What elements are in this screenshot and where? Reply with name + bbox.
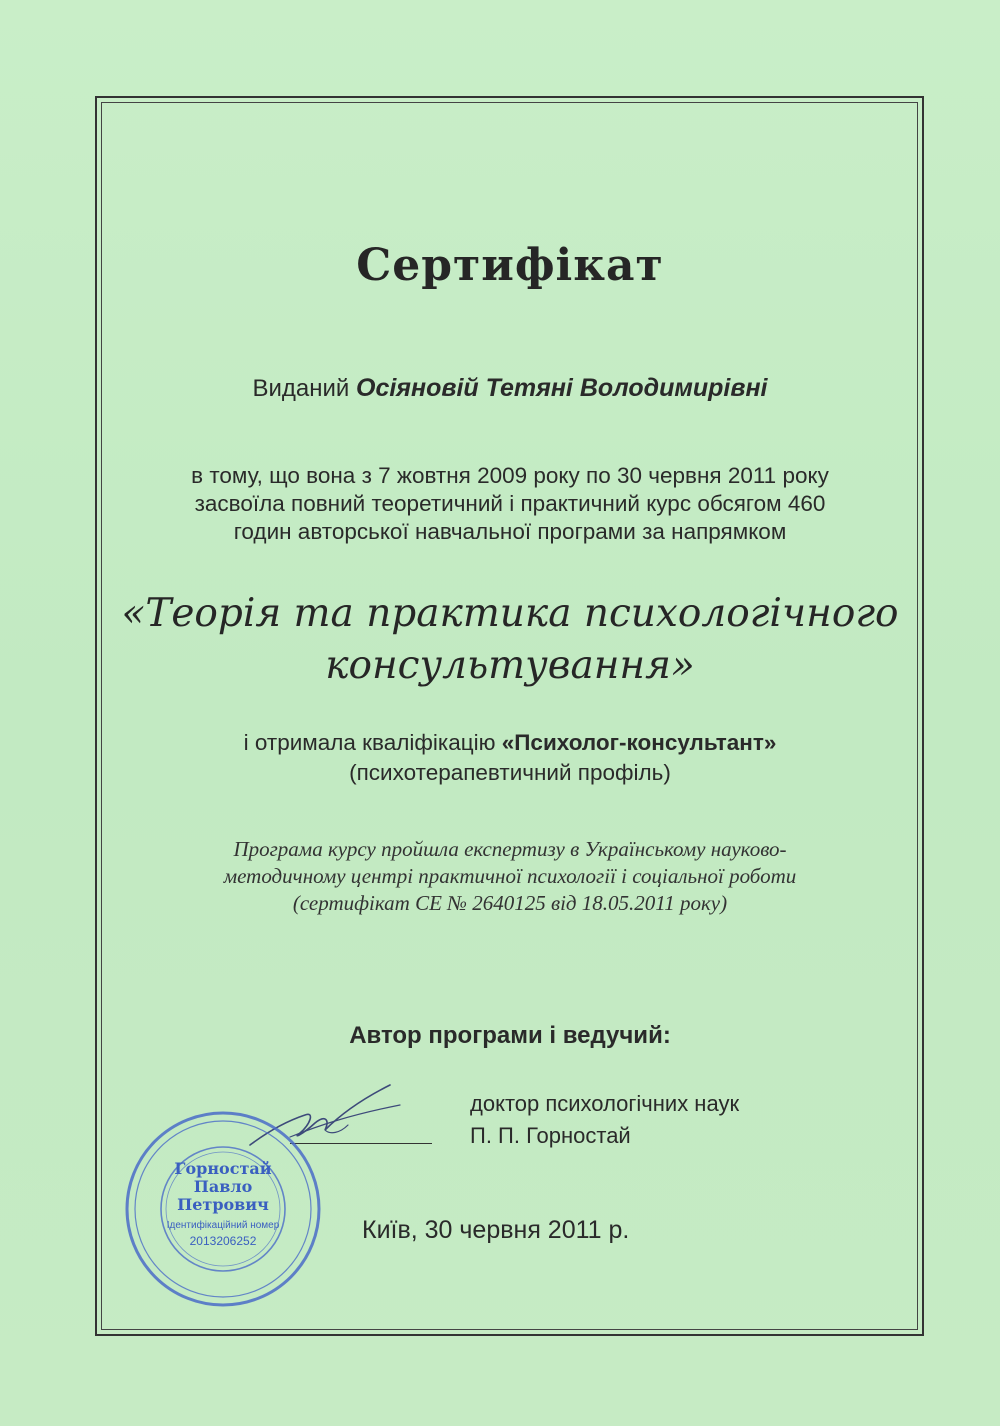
- qualification-prefix: і отримала кваліфікацію: [243, 730, 496, 755]
- qualification-name: «Психолог-консультант»: [501, 730, 777, 755]
- program-title-line: «Теорія та практика психологічного: [121, 591, 899, 636]
- course-description-line: в тому, що вона з 7 жовтня 2009 року по 30 червня 2011 року: [191, 463, 829, 488]
- signer-name: П. П. Горностай: [470, 1123, 631, 1148]
- expertise-line: методичному центрі практичної психології і соціальної роботи: [223, 864, 797, 888]
- seal-first-name: Павло: [193, 1177, 253, 1196]
- seal-surname: Горностай: [174, 1159, 272, 1178]
- program-title: [100, 588, 920, 692]
- expertise-line: (сертифікат СЕ № 2640125 від 18.05.2011 року): [292, 891, 728, 915]
- official-seal: [122, 1108, 324, 1310]
- qualification-block: [100, 728, 920, 788]
- issued-prefix: Виданий: [252, 375, 350, 402]
- course-description: [100, 462, 920, 546]
- program-title-line: консультування»: [325, 643, 695, 688]
- recipient-name: Осіяновій Тетяні Володимирівні: [356, 374, 768, 402]
- course-description-line: годин авторської навчальної програми за напрямком: [233, 519, 787, 544]
- seal-patronymic: Петрович: [177, 1195, 269, 1214]
- certificate-title: Сертифікат: [356, 240, 664, 291]
- qualification-profile: (психотерапевтичний профіль): [349, 760, 671, 785]
- course-description-line: засвоїла повний теоретичний і практичний курс обсягом 460: [194, 491, 826, 516]
- signer-degree: доктор психологічних наук: [470, 1091, 740, 1116]
- issued-to-line: [100, 374, 920, 403]
- expertise-note: [100, 836, 920, 917]
- seal-id-label: Ідентифікаційний номер: [166, 1220, 280, 1231]
- seal-id-number: 2013206252: [189, 1234, 257, 1248]
- expertise-line: Програма курсу пройшла експертизу в Українському науково-: [233, 837, 787, 861]
- author-heading: Автор програми і ведучий:: [349, 1022, 671, 1049]
- signer-block: [470, 1088, 739, 1152]
- place-and-date: Київ, 30 червня 2011 р.: [362, 1216, 630, 1244]
- qualification-line: [100, 728, 920, 758]
